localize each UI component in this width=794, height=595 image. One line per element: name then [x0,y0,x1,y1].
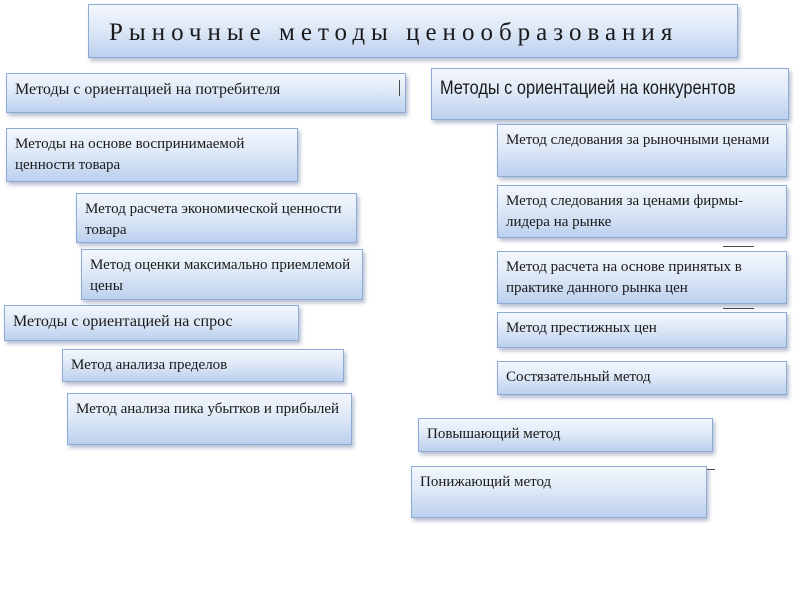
competitor-item-decreasing-method: Понижающий метод [411,466,707,518]
consumer-methods-header: Методы с ориентацией на потребителя [6,73,406,113]
competitor-item-market-prices: Метод следования за рыночными ценами [497,124,787,177]
demand-methods-header: Методы с ориентацией на спрос [4,305,299,341]
diagram-title: Рыночные методы ценообразования [88,4,738,58]
competitor-methods-header [431,68,789,120]
demand-item-loss-profit-peak: Метод анализа пика убытков и прибылей [67,393,352,445]
competitor-item-increasing-method: Повышающий метод [418,418,713,452]
tick-mark [723,308,754,309]
consumer-item-perceived-value: Методы на основе воспринимаемой ценности товара [6,128,298,182]
competitor-item-accepted-prices: Метод расчета на основе принятых в практике данного рынка цен [497,251,787,304]
competitor-methods-header-text: Методы с ориентацией на конкурентов [440,78,736,99]
demand-item-limit-analysis: Метод анализа пределов [62,349,344,382]
tick-mark [399,80,400,96]
consumer-item-max-acceptable-price: Метод оценки максимально приемлемой цены [81,249,363,300]
competitor-item-competitive-method: Состязательный метод [497,361,787,395]
tick-mark [723,246,754,247]
competitor-item-prestige-prices: Метод престижных цен [497,312,787,348]
consumer-item-economic-value: Метод расчета экономической ценности товара [76,193,357,243]
competitor-item-leader-prices: Метод следования за ценами фирмы-лидера на рынке [497,185,787,238]
